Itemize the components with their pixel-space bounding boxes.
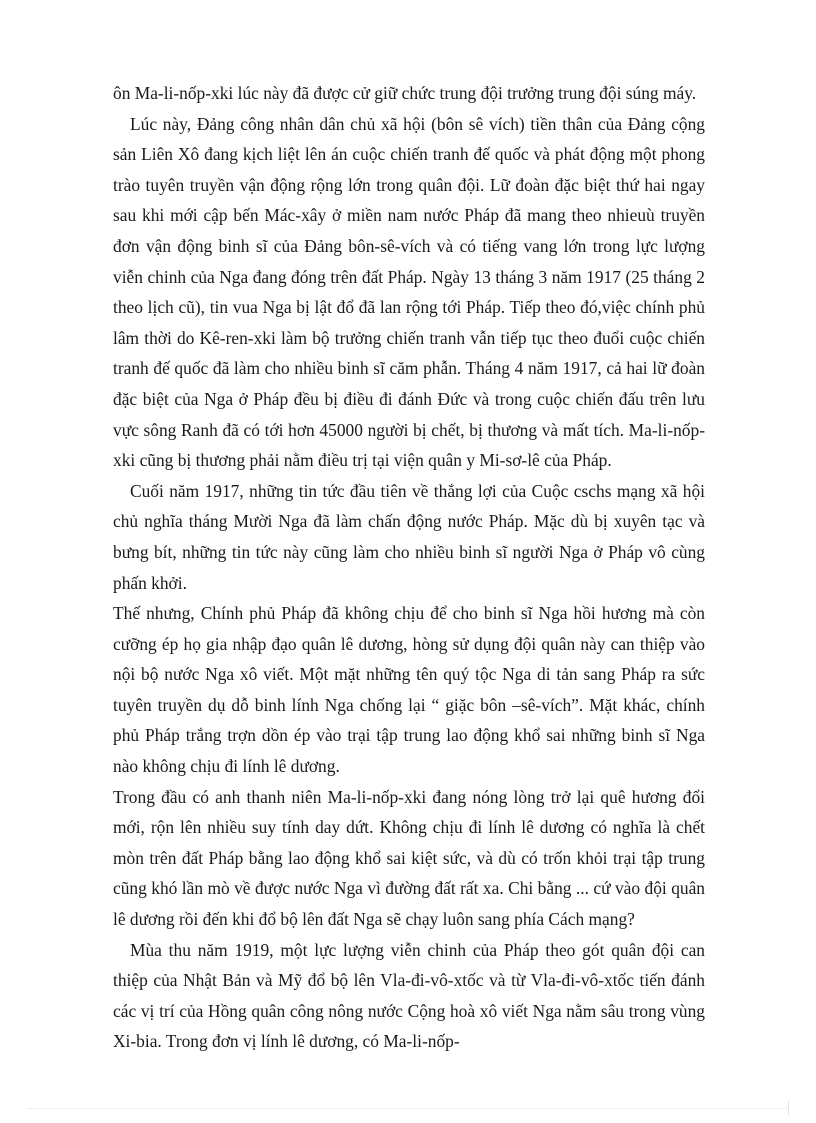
paragraph-continuation: ôn Ma-li-nốp-xki lúc này đã được cử giữ chức trung đội trưởng trung đội súng máy. [113,83,697,103]
page-bottom-rule [28,1108,788,1109]
page-corner-mark [788,1101,789,1115]
body-text [113,78,705,1057]
paragraph: Trong đầu có anh thanh niên Ma-li-nốp-xki đang nóng lòng trở lại quê hương đổi mới, rộn lên nhiều suy tính day dứt. Không chịu đi lính lê dương có nghĩa là chết mòn trên đất Pháp bằng lao động khổ sai kiệt sức, và dù có trốn khỏi trại tập trung cũng khó lần mò về được nước Nga vì đường đất rất xa. Chi bằng ... cứ vào đội quân lê dương rồi đến khi đổ bộ lên đất Nga sẽ chạy luôn sang phía Cách mạng? [113,786,705,930]
paragraph: Cuối năm 1917, những tin tức đầu tiên về thắng lợi của Cuộc cschs mạng xã hội chủ nghĩa tháng Mười Nga đã làm chấn động nước Pháp. Mặc dù bị xuyên tạc và bưng bít, những tin tức này cũng làm cho nhiều binh sĩ người Nga ở Pháp vô cùng phấn khởi. [113,480,705,593]
paragraph: Mùa thu năm 1919, một lực lượng viễn chinh của Pháp theo gót quân đội can thiệp của Nhật Bản và Mỹ đổ bộ lên Vla-đi-vô-xtốc và từ Vla-đi-vô-xtốc tiến đánh các vị trí của Hồng quân công nông nước Cộng hoà xô viết Nga nằm sâu trong vùng Xi-bia. Trong đơn vị lính lê dương, có Ma-li-nốp- [113,939,705,1052]
paragraph: Lúc này, Đảng công nhân dân chủ xã hội (bôn sê vích) tiền thân của Đảng cộng sản Liên Xô đang kịch liệt lên án cuộc chiến tranh đế quốc và phát động một phong trào tuyên truyền vận động rộng lớn trong quân đội. Lữ đoàn đặc biệt thứ hai ngay sau khi mới cập bến Mác-xây ở miền nam nước Pháp đã mang theo nhieuù truyền đơn vận động binh sĩ của Đảng bôn-sê-vích và có tiếng vang lớn trong lực lượng viễn chinh của Nga đang đóng trên đất Pháp. Ngày 13 tháng 3 năm 1917 (25 tháng 2 theo lịch cũ), tin vua Nga bị lật đổ đã lan rộng tới Pháp. Tiếp theo đó,việc chính phủ lâm thời do Kê-ren-xki làm bộ trưởng chiến tranh vẫn tiếp tục theo đuổi cuộc chiến tranh đế quốc đã làm cho nhiều binh sĩ căm phẫn. Tháng 4 năm 1917, cả hai lữ đoàn đặc biệt của Nga ở Pháp đều bị điều đi đánh Đức và trong cuộc chiến đấu trên lưu vực sông Ranh đã có tới hơn 45000 người bị chết, bị thương và mất tích. Ma-li-nốp-xki cũng bị thương phải nằm điều trị tại viện quân y Mi-sơ-lê của Pháp. [113,113,705,471]
paragraph: Thế nhưng, Chính phủ Pháp đã không chịu để cho binh sĩ Nga hồi hương mà còn cưỡng ép họ gia nhập đạo quân lê dương, hòng sử dụng đội quân này can thiệp vào nội bộ nước Nga xô viết. Một mặt những tên quý tộc Nga di tản sang Pháp ra sức tuyên truyền dụ dỗ binh lính Nga chống lại “ giặc bôn –sê-vích”. Mặt khác, chính phủ Pháp trắng trợn dồn ép vào trại tập trung lao động khổ sai những binh sĩ Nga nào không chịu đi lính lê dương. [113,603,705,777]
